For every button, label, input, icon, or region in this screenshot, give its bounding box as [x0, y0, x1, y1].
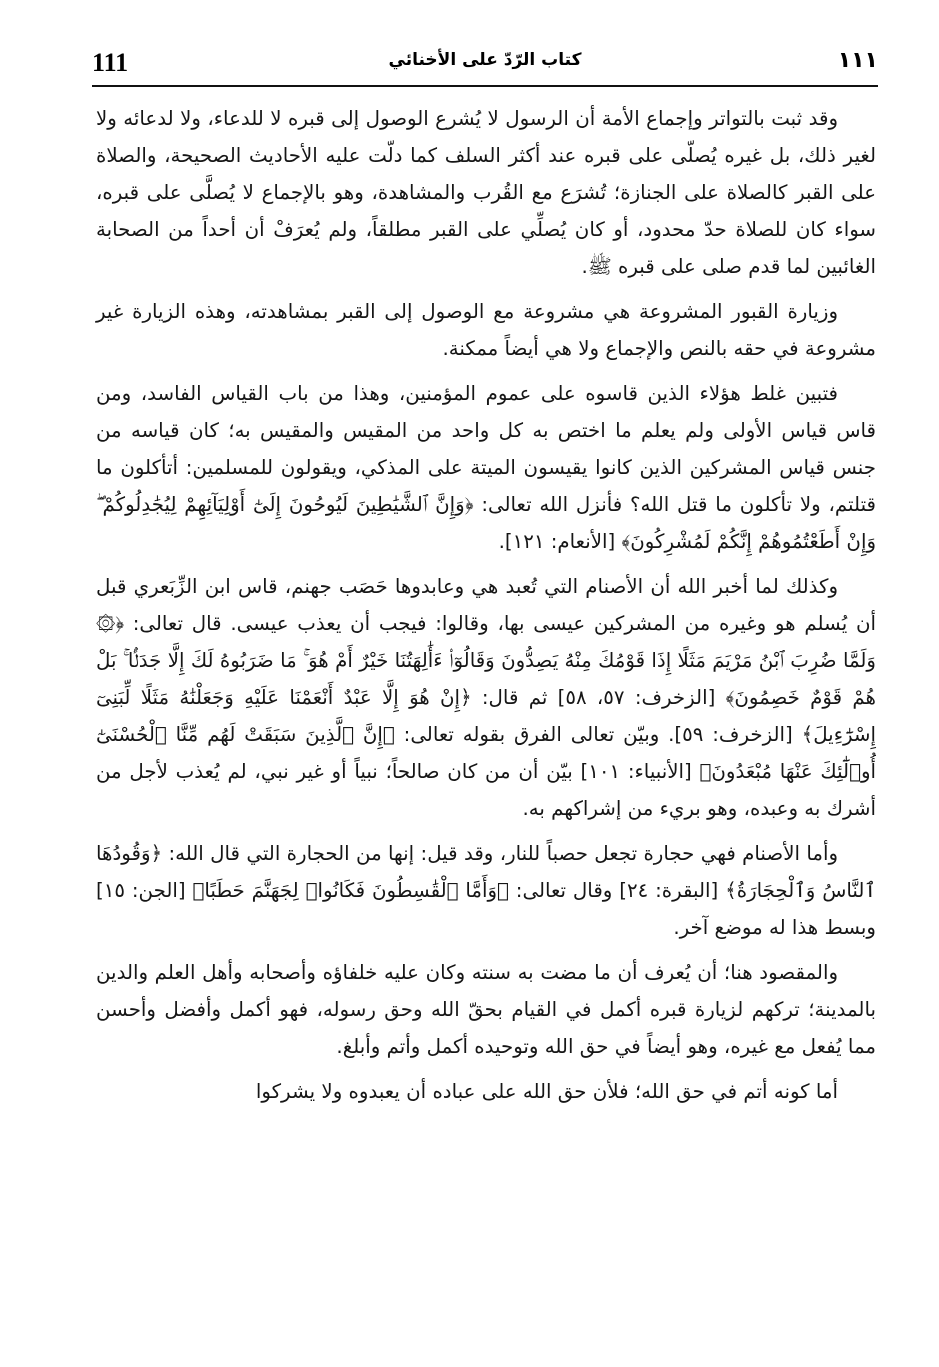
paragraph: أما كونه أتم في حق الله؛ فلأن حق الله على عباده أن يعبدوه ولا يشركوا	[255, 1080, 838, 1103]
page-number-arabic: ١١١	[837, 48, 878, 73]
paragraph: وكذلك لما أخبر الله أن الأصنام التي تُعبد هي وعابدوها حَصَب جهنم، قاس ابن الزِّبَعري قبل أن يُسلم هو وغيره من المشركين عيسى بها، وقالوا: فيجب أن يعذب عيسى. قال تعالى: ﴿۞ وَلَمَّا ضُرِبَ ٱبْنُ مَرْيَمَ مَثَلًا إِذَا قَوْمُكَ مِنْهُ يَصِدُّونَ وَقَالُوٓا۟ ءَأَٰلِهَتُنَا خَيْرٌ أَمْ هُوَ ۚ مَا ضَرَبُوهُ لَكَ إِلَّا جَدَلًۢا ۚ بَلْ هُمْ قَوْمٌ خَصِمُونَ﴾ [الزخرف: ٥٧، ٥٨] ثم قال: ﴿إِنْ هُوَ إِلَّا عَبْدٌ أَنْعَمْنَا عَلَيْهِ وَجَعَلْنَٰهُ مَثَلًا لِّبَنِىٓ إِسْرَٰٓءِيلَ﴾ [الزخرف: ٥٩]. وبيّن تعالى الفرق بقوله تعالى: ﴿إِنَّ ٱلَّذِينَ سَبَقَتْ لَهُم مِّنَّا ٱلْحُسْنَىٰٓ أُو۟لَٰٓئِكَ عَنْهَا مُبْعَدُونَ﴾ [الأنبياء: ١٠١] بيّن أن من كان صالحاً؛ نبياً أو غير نبي، لم يُعذب لأجل من أشرك به وعبده، وهو بريء من إشراكهم به.	[96, 575, 876, 820]
page-number-latin: 111	[92, 48, 129, 77]
paragraph: فتبين غلط هؤلاء الذين قاسوه على عموم المؤمنين، وهذا من باب القياس الفاسد، ومن قاس قياس الأولى ولم يعلم ما اختص به كل واحد من المقيس والمقيس به؛ كان قياسه من جنس قياس المشركين الذين كانوا يقيسون الميتة على المذكي، ويقولون للمسلمين: أتأكلون ما قتلتم، ولا تأكلون ما قتل الله؟ فأنزل الله تعالى: ﴿وَإِنَّ ٱلشَّيَٰطِينَ لَيُوحُونَ إِلَىٰٓ أَوْلِيَآئِهِمْ لِيُجَٰدِلُوكُمْ ۖ وَإِنْ أَطَعْتُمُوهُمْ إِنَّكُمْ لَمُشْرِكُونَ﴾ [الأنعام: ١٢١].	[96, 382, 876, 553]
paragraph: والمقصود هنا؛ أن يُعرف أن ما مضت به سنته وكان عليه خلفاؤه وأصحابه وأهل العلم والدين بالمدينة؛ تركهم لزيارة قبره أكمل في القيام بحقّ الله وحق رسوله، فهو أكمل وأفضل وأحسن مما يُفعل مع غيره، وهو أيضاً في حق الله وتوحيده أكمل وأتم وأبلغ.	[96, 961, 876, 1058]
paragraph: وقد ثبت بالتواتر وإجماع الأمة أن الرسول لا يُشرع الوصول إلى قبره لا للدعاء، ولا لدعائه ولا لغير ذلك، بل غيره يُصلّى على قبره عند أكثر السلف كما دلّت عليه الأحاديث الصحيحة، والصلاة على القبر كالصلاة على الجنازة؛ تُشرَع مع القُرب والمشاهدة، وهو بالإجماع لا يُصلَّى على قبره، سواء كان للصلاة حدّ محدود، أو كان يُصلِّي على القبر مطلقاً، ولم يُعرَفْ أن أحداً من الصحابة الغائبين لما قدم صلى على قبره ﷺ.	[96, 107, 876, 278]
page-header	[92, 38, 878, 86]
running-title: كتاب الرّدّ على الأخنائي	[388, 50, 582, 70]
page-body	[96, 100, 876, 1116]
paragraph: وزيارة القبور المشروعة هي مشروعة مع الوصول إلى القبر بمشاهدته، وهذه الزيارة غير مشروعة في حقه بالنص والإجماع ولا هي أيضاً ممكنة.	[96, 300, 876, 360]
paragraph: وأما الأصنام فهي حجارة تجعل حصباً للنار، وقد قيل: إنها من الحجارة التي قال الله: ﴿وَقُودُهَا ٱلنَّاسُ وَٱلْحِجَارَةُ﴾ [البقرة: ٢٤] وقال تعالى: ﴿وَأَمَّا ٱلْقَٰسِطُونَ فَكَانُوا۟ لِجَهَنَّمَ حَطَبًا﴾ [الجن: ١٥] وبسط هذا له موضع آخر.	[96, 842, 877, 939]
header-divider	[92, 85, 878, 87]
